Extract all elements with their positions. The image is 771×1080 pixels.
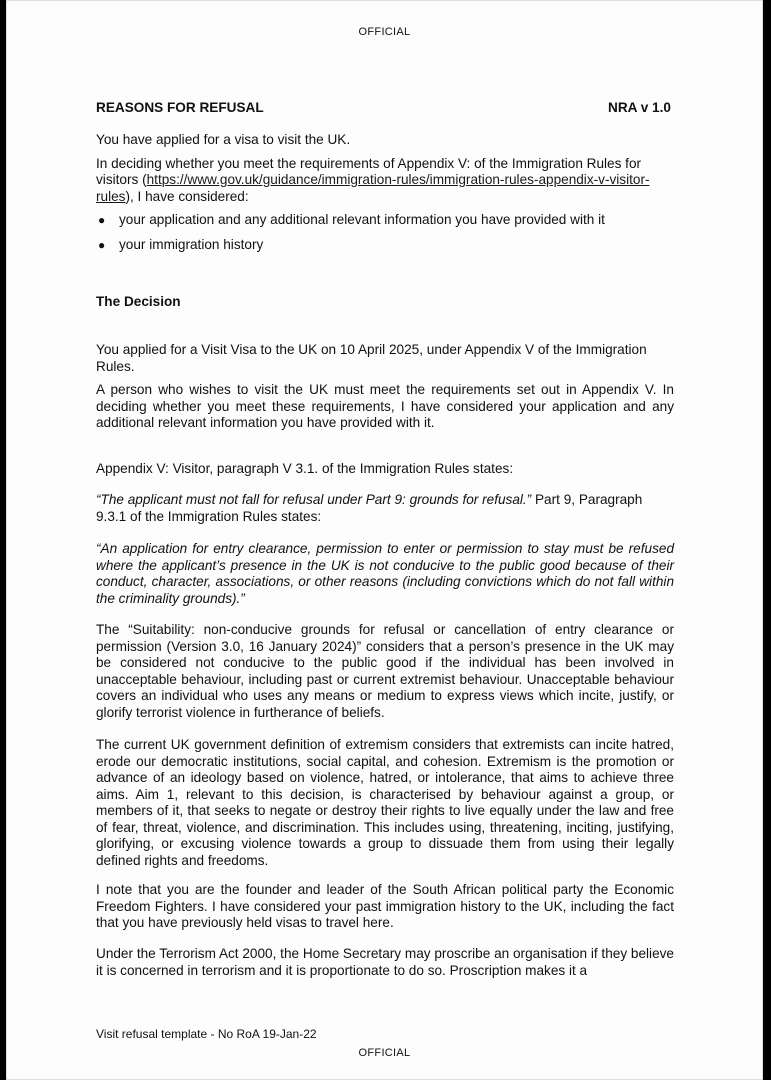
intro-paragraph-1: You have applied for a visa to visit the UK. <box>96 132 351 147</box>
eff-paragraph: I note that you are the founder and leader of the South African political party the Economic Freedom Fighters. I have considered your past immigration history to the UK, including the fact that you have previously held visas to travel here. <box>96 882 674 930</box>
decision-paragraph-2: A person who wishes to visit the UK must meet the requirements set out in Appendix V. In deciding whether you meet these requirements, I have considered your application and any additional relevant information you have provided with it. <box>96 382 674 430</box>
paragraph-9-3-1-quote: “An application for entry clearance, permission to enter or permission to stay must be refused where the applicant’s presence in the UK is not conducive to the public good because of their conduct, character, associations, or other reasons (including convictions which do not fall within the criminality grounds).” <box>96 541 674 606</box>
page-title: REASONS FOR REFUSAL <box>96 100 264 115</box>
considerations-list <box>96 212 674 262</box>
appendix-v-paragraph: Appendix V: Visitor, paragraph V 3.1. of the Immigration Rules states: <box>96 461 514 476</box>
bullet-icon: ● <box>98 213 106 227</box>
list-item: ● your immigration history <box>98 237 264 252</box>
terrorism-act-paragraph: Under the Terrorism Act 2000, the Home Secretary may proscribe an organisation if they believe it is concerned in terrorism and it is proportionate to do so. Proscription makes it a <box>96 946 674 978</box>
document-version: NRA v 1.0 <box>608 100 671 115</box>
intro-paragraph-2: In deciding whether you meet the requirements of Appendix V: of the Immigration Rules for visitors (https://www.gov.uk/guidance/immigration-rules/immigration-rules-appendix-v-visitor- rules), I have considered: <box>96 155 650 204</box>
footer-template-label: Visit refusal template - No RoA 19-Jan-22 <box>96 1027 317 1041</box>
appendix-v-link[interactable]: https://www.gov.uk/guidance/immigration-rules/immigration-rules-appendix-v-visitor- rules <box>96 172 650 204</box>
document-page <box>6 0 763 1080</box>
decision-section-top <box>96 342 674 432</box>
decision-heading: The Decision <box>96 294 181 309</box>
bullet-icon: ● <box>98 238 106 252</box>
extremism-definition-paragraph: The current UK government definition of extremism considers that extremists can incite hatred, erode our democratic institutions, social capital, and cohesion. Extremism is the promotion or advance of an ideology based on violence, hatred, or intolerance, that aims to achieve three aims. Aim 1, relevant to this decision, is characterised by behaviour against a group, or members of it, that seeks to negate or destroy their rights to live equally under the law and free of fear, threat, violence, and discrimination. This includes using, threatening, inciting, justifying, glorifying, or excusing violence towards a group to dissuade them from using their legally defined rights and freedoms. <box>96 737 674 868</box>
part-9-quote-paragraph: “The applicant must not fall for refusal under Part 9: grounds for refusal.” Part 9, Paragraph 9.3.1 of the Immigration Rules states: <box>96 492 643 524</box>
list-item: ● your application and any additional relevant information you have provided with it <box>98 212 605 227</box>
footer-official-marking: OFFICIAL <box>358 1047 411 1059</box>
decision-paragraph-1: You applied for a Visit Visa to the UK on 10 April 2025, under Appendix V of the Immigration Rules. <box>96 342 647 374</box>
header-official-marking: OFFICIAL <box>358 26 411 38</box>
suitability-paragraph: The “Suitability: non-conducive grounds for refusal or cancellation of entry clearance or permission (Version 3.0, 16 January 2024)” considers that a person’s presence in the UK may be considered not conducive to the public good if the individual has been involved in unacceptable behaviour, including past or current extremist behaviour. Unacceptable behaviour covers an individual who uses any means or medium to express views which incite, justify, or glorify terrorist violence in furtherance of beliefs. <box>96 622 674 720</box>
intro-section <box>96 132 674 262</box>
